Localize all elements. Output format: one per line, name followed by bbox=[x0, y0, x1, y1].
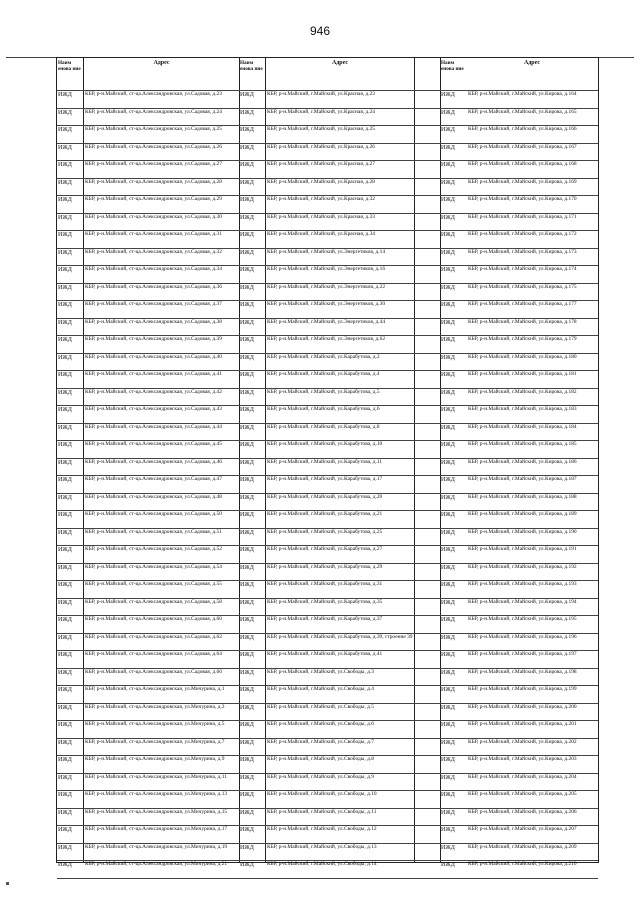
table-cell-address: КБР, р-н.Майский, г.Майский, ул.Красная, д.26 bbox=[267, 143, 375, 150]
table-cell-type: ИЖД bbox=[441, 284, 455, 291]
table-cell-address: КБР, р-н.Майский, г.Майский, ул.Свободы, д.11 bbox=[267, 808, 377, 815]
table-cell-type: ИЖД bbox=[441, 407, 455, 413]
table-cell-address: КБР, р-н.Майский, г.Майский, ул.Красная, д.34 bbox=[267, 231, 375, 237]
table-cell-address: КБР, р-н.Майский, ст-ца.Александровская, ул.Мичурина, д.17 bbox=[85, 826, 228, 832]
table-cell-address: КБР, р-н.Майский, ст-ца.Александровская, ул.Садовая, д.40 bbox=[85, 353, 222, 360]
table-cell-address: КБР, р-н.Майский, г.Майский, ул.Кирова, д.164 bbox=[468, 91, 577, 97]
table-cell-address: КБР, р-н.Майский, г.Майский, ул.Кирова, д.172 bbox=[468, 231, 577, 237]
table-cell-type: ИЖД bbox=[240, 214, 254, 221]
table-cell-address: КБР, р-н.Майский, г.Майский, ул.Свободы, д.9 bbox=[267, 773, 374, 780]
table-cell-type: ИЖД bbox=[58, 722, 72, 728]
table-cell-type: ИЖД bbox=[58, 127, 72, 133]
table-cell-address: КБР, р-н.Майский, г.Майский, ул.Свободы, д.3 bbox=[267, 668, 374, 675]
header-type-col-2: Наим енова ние bbox=[240, 60, 263, 72]
table-cell-address: КБР, р-н.Майский, г.Майский, ул.Карабутова, д.29 bbox=[267, 563, 383, 570]
table-cell-address: КБР, р-н.Майский, г.Майский, ул.Карабутова, д.39, строение 39 bbox=[267, 633, 413, 640]
table-cell-address: КБР, р-н.Майский, г.Майский, ул.Карабутова, д.41 bbox=[267, 651, 383, 657]
column-divider bbox=[265, 58, 266, 862]
table-cell-address: КБР, р-н.Майский, г.Майский, ул.Карабутова, д.31 bbox=[267, 581, 383, 587]
table-cell-type: ИЖД bbox=[441, 127, 455, 133]
table-cell-type: ИЖД bbox=[441, 144, 455, 151]
table-cell-type: ИЖД bbox=[441, 827, 455, 833]
table-cell-address: КБР, р-н.Майский, ст-ца.Александровская, ул.Садовая, д.45 bbox=[85, 441, 222, 447]
table-cell-type: ИЖД bbox=[58, 442, 72, 448]
table-cell-address: КБР, р-н.Майский, г.Майский, ул.Кирова, д.170 bbox=[468, 196, 577, 202]
table-cell-address: КБР, р-н.Майский, ст-ца.Александровская, ул.Садовая, д.30 bbox=[85, 213, 222, 220]
table-cell-address: КБР, р-н.Майский, ст-ца.Александровская, ул.Садовая, д.50 bbox=[85, 511, 222, 517]
column-divider bbox=[414, 58, 415, 862]
table-cell-address: КБР, р-н.Майский, г.Майский, ул.Кирова, д.186 bbox=[468, 458, 577, 465]
address-table bbox=[56, 57, 599, 868]
table-cell-type: ИЖД bbox=[441, 722, 455, 728]
table-cell-address: КБР, р-н.Майский, ст-ца.Александровская, ул.Садовая, д.28 bbox=[85, 178, 222, 185]
table-cell-type: ИЖД bbox=[58, 827, 72, 833]
table-cell-type: ИЖД bbox=[58, 494, 72, 501]
table-cell-type: ИЖД bbox=[58, 547, 72, 553]
table-cell-address: КБР, р-н.Майский, ст-ца.Александровская, ул.Мичурина, д.1 bbox=[85, 686, 225, 692]
table-cell-type: ИЖД bbox=[240, 774, 254, 781]
table-cell-address: КБР, р-н.Майский, г.Майский, ул.Энергетиков, д.22 bbox=[267, 283, 386, 290]
table-cell-type: ИЖД bbox=[240, 232, 254, 238]
table-cell-type: ИЖД bbox=[240, 547, 254, 553]
table-cell-type: ИЖД bbox=[58, 267, 72, 273]
table-cell-address: КБР, р-н.Майский, ст-ца.Александровская, ул.Мичурина, д.15 bbox=[85, 808, 228, 815]
table-cell-type: ИЖД bbox=[58, 284, 72, 291]
table-cell-type: ИЖД bbox=[58, 337, 72, 343]
table-cell-address: КБР, р-н.Майский, ст-ца.Александровская, ул.Мичурина, д.9 bbox=[85, 756, 225, 762]
table-cell-type: ИЖД bbox=[58, 669, 72, 676]
table-cell-address: КБР, р-н.Майский, ст-ца.Александровская, ул.Садовая, д.47 bbox=[85, 476, 222, 482]
table-cell-address: КБР, р-н.Майский, г.Майский, ул.Кирова, д.209 bbox=[468, 843, 577, 850]
table-cell-type: ИЖД bbox=[58, 704, 72, 711]
table-cell-address: КБР, р-н.Майский, г.Майский, ул.Свободы, д.10 bbox=[267, 791, 377, 797]
table-cell-address: КБР, р-н.Майский, ст-ца.Александровская, ул.Садовая, д.54 bbox=[85, 563, 222, 570]
table-cell-type: ИЖД bbox=[441, 372, 455, 378]
table-cell-type: ИЖД bbox=[240, 652, 254, 658]
table-cell-address: КБР, р-н.Майский, ст-ца.Александровская, ул.Садовая, д.55 bbox=[85, 581, 222, 587]
header-address-col-2: Адрес bbox=[331, 60, 349, 66]
table-cell-address: КБР, р-н.Майский, г.Майский, ул.Кирова, д.193 bbox=[468, 581, 577, 587]
table-cell-address: КБР, р-н.Майский, г.Майский, ул.Кирова, д.183 bbox=[468, 406, 577, 412]
table-cell-address: КБР, р-н.Майский, г.Майский, ул.Красная, д.28 bbox=[267, 178, 375, 185]
table-cell-address: КБР, р-н.Майский, г.Майский, ул.Красная, д.25 bbox=[267, 126, 375, 132]
table-cell-type: ИЖД bbox=[441, 669, 455, 676]
table-cell-address: КБР, р-н.Майский, г.Майский, ул.Кирова, д.205 bbox=[468, 791, 577, 797]
table-cell-type: ИЖД bbox=[441, 337, 455, 343]
table-cell-type: ИЖД bbox=[240, 599, 254, 606]
table-cell-address: КБР, р-н.Майский, г.Майский, ул.Кирова, д.174 bbox=[468, 266, 577, 272]
table-cell-type: ИЖД bbox=[240, 442, 254, 448]
table-cell-address: КБР, р-н.Майский, г.Майский, ул.Кирова, д.207 bbox=[468, 826, 577, 832]
table-cell-type: ИЖД bbox=[441, 232, 455, 238]
table-cell-address: КБР, р-н.Майский, г.Майский, ул.Кирова, д.188 bbox=[468, 493, 577, 500]
table-cell-address: КБР, р-н.Майский, г.Майский, ул.Красная, д.23 bbox=[267, 91, 375, 97]
table-cell-type: ИЖД bbox=[240, 792, 254, 798]
table-cell-address: КБР, р-н.Майский, ст-ца.Александровская, ул.Мичурина, д.13 bbox=[85, 791, 228, 797]
table-cell-type: ИЖД bbox=[240, 477, 254, 483]
table-cell-address: КБР, р-н.Майский, г.Майский, ул.Красная, д.32 bbox=[267, 196, 375, 202]
table-cell-address: КБР, р-н.Майский, ст-ца.Александровская, ул.Садовая, д.31 bbox=[85, 231, 222, 237]
table-cell-address: КБР, р-н.Майский, г.Майский, ул.Кирова, д.190 bbox=[468, 528, 577, 535]
table-cell-address: КБР, р-н.Майский, г.Майский, ул.Кирова, д.182 bbox=[468, 388, 577, 395]
table-cell-address: КБР, р-н.Майский, г.Майский, ул.Кирова, д.169 bbox=[468, 178, 577, 185]
table-cell-type: ИЖД bbox=[58, 757, 72, 763]
table-cell-type: ИЖД bbox=[240, 634, 254, 641]
table-cell-type: ИЖД bbox=[58, 319, 72, 326]
table-cell-type: ИЖД bbox=[441, 477, 455, 483]
table-cell-address: КБР, р-н.Майский, г.Майский, ул.Энергетиков, д.30 bbox=[267, 301, 386, 307]
table-cell-address: КБР, р-н.Майский, г.Майский, ул.Свободы, д.13 bbox=[267, 843, 377, 850]
table-cell-address: КБР, р-н.Майский, г.Майский, ул.Кирова, д.202 bbox=[468, 738, 577, 745]
table-cell-type: ИЖД bbox=[441, 109, 455, 116]
table-cell-address: КБР, р-н.Майский, г.Майский, ул.Карабутова, д.2 bbox=[267, 353, 380, 360]
table-cell-type: ИЖД bbox=[240, 407, 254, 413]
table-cell-type: ИЖД bbox=[240, 144, 254, 151]
table-cell-type: ИЖД bbox=[58, 564, 72, 571]
table-cell-address: КБР, р-н.Майский, г.Майский, ул.Карабутова, д.20 bbox=[267, 493, 383, 500]
table-cell-address: КБР, р-н.Майский, ст-ца.Александровская, ул.Мичурина, д.19 bbox=[85, 843, 228, 850]
table-cell-type: ИЖД bbox=[240, 354, 254, 361]
table-cell-address: КБР, р-н.Майский, ст-ца.Александровская, ул.Садовая, д.52 bbox=[85, 546, 222, 552]
table-cell-type: ИЖД bbox=[58, 739, 72, 746]
table-cell-type: ИЖД bbox=[240, 809, 254, 816]
table-cell-type: ИЖД bbox=[441, 512, 455, 518]
table-cell-address: КБР, р-н.Майский, ст-ца.Александровская, ул.Садовая, д.58 bbox=[85, 598, 222, 605]
table-cell-type: ИЖД bbox=[58, 354, 72, 361]
table-cell-type: ИЖД bbox=[240, 319, 254, 326]
table-cell-type: ИЖД bbox=[240, 284, 254, 291]
table-cell-address: КБР, р-н.Майский, ст-ца.Александровская, ул.Садовая, д.25 bbox=[85, 126, 222, 132]
table-cell-type: ИЖД bbox=[441, 599, 455, 606]
table-cell-address: КБР, р-н.Майский, г.Майский, ул.Карабутова, д.27 bbox=[267, 546, 383, 552]
table-cell-type: ИЖД bbox=[58, 774, 72, 781]
table-cell-address: КБР, р-н.Майский, г.Майский, ул.Кирова, д.195 bbox=[468, 616, 577, 622]
table-cell-type: ИЖД bbox=[240, 529, 254, 536]
table-cell-address: КБР, р-н.Майский, ст-ца.Александровская, ул.Садовая, д.62 bbox=[85, 633, 222, 640]
table-cell-type: ИЖД bbox=[240, 704, 254, 711]
table-cell-type: ИЖД bbox=[240, 739, 254, 746]
table-cell-address: КБР, р-н.Майский, г.Майский, ул.Карабутова, д.5 bbox=[267, 388, 380, 395]
table-cell-address: КБР, р-н.Майский, г.Майский, ул.Карабутова, д.4 bbox=[267, 371, 380, 377]
table-cell-type: ИЖД bbox=[441, 792, 455, 798]
table-cell-type: ИЖД bbox=[58, 162, 72, 168]
table-cell-type: ИЖД bbox=[441, 862, 455, 868]
table-cell-address: КБР, р-н.Майский, ст-ца.Александровская, ул.Садовая, д.51 bbox=[85, 528, 222, 535]
table-cell-type: ИЖД bbox=[240, 372, 254, 378]
table-cell-type: ИЖД bbox=[240, 459, 254, 466]
table-cell-address: КБР, р-н.Майский, ст-ца.Александровская, ул.Садовая, д.46 bbox=[85, 458, 222, 465]
table-cell-type: ИЖД bbox=[58, 249, 72, 256]
table-cell-address: КБР, р-н.Майский, г.Майский, ул.Кирова, д.191 bbox=[468, 546, 577, 552]
table-cell-address: КБР, р-н.Майский, г.Майский, ул.Кирова, д.167 bbox=[468, 143, 577, 150]
table-cell-address: КБР, р-н.Майский, г.Майский, ул.Энергетиков, д.14 bbox=[267, 248, 386, 255]
table-cell-type: ИЖД bbox=[441, 162, 455, 168]
table-cell-type: ИЖД bbox=[58, 652, 72, 658]
table-cell-address: КБР, р-н.Майский, г.Майский, ул.Кирова, д.194 bbox=[468, 598, 577, 605]
table-cell-address: КБР, р-н.Майский, г.Майский, ул.Красная, д.24 bbox=[267, 108, 375, 115]
table-cell-address: КБР, р-н.Майский, ст-ца.Александровская, ул.Садовая, д.38 bbox=[85, 318, 222, 325]
table-cell-address: КБР, р-н.Майский, г.Майский, ул.Кирова, д.168 bbox=[468, 161, 577, 167]
table-cell-type: ИЖД bbox=[240, 337, 254, 343]
table-cell-type: ИЖД bbox=[58, 92, 72, 98]
table-cell-type: ИЖД bbox=[240, 424, 254, 431]
table-cell-type: ИЖД bbox=[58, 214, 72, 221]
table-cell-address: КБР, р-н.Майский, ст-ца.Александровская, ул.Мичурина, д.11 bbox=[85, 773, 227, 780]
table-cell-address: КБР, р-н.Майский, г.Майский, ул.Энергетиков, д.44 bbox=[267, 318, 386, 325]
table-cell-type: ИЖД bbox=[58, 529, 72, 536]
table-cell-address: КБР, р-н.Майский, г.Майский, ул.Кирова, д.177 bbox=[468, 301, 577, 307]
table-cell-address: КБР, р-н.Майский, г.Майский, ул.Кирова, д.204 bbox=[468, 773, 577, 780]
table-cell-address: КБР, р-н.Майский, г.Майский, ул.Кирова, д.203 bbox=[468, 756, 577, 762]
table-cell-address: КБР, р-н.Майский, г.Майский, ул.Кирова, д.180 bbox=[468, 353, 577, 360]
table-cell-address: КБР, р-н.Майский, ст-ца.Александровская, ул.Садовая, д.29 bbox=[85, 196, 222, 202]
table-cell-address: КБР, р-н.Майский, г.Майский, ул.Энергетиков, д.62 bbox=[267, 336, 386, 342]
table-cell-address: КБР, р-н.Майский, г.Майский, ул.Красная, д.33 bbox=[267, 213, 375, 220]
table-cell-type: ИЖД bbox=[441, 179, 455, 186]
table-cell-type: ИЖД bbox=[240, 92, 254, 98]
table-cell-type: ИЖД bbox=[441, 389, 455, 396]
table-cell-address: КБР, р-н.Майский, ст-ца.Александровская, ул.Садовая, д.27 bbox=[85, 161, 222, 167]
table-cell-address: КБР, р-н.Майский, ст-ца.Александровская, ул.Садовая, д.23 bbox=[85, 91, 222, 97]
table-cell-address: КБР, р-н.Майский, ст-ца.Александровская, ул.Садовая, д.34 bbox=[85, 266, 222, 272]
table-cell-address: КБР, р-н.Майский, г.Майский, ул.Энергетиков, д.16 bbox=[267, 266, 386, 272]
table-cell-type: ИЖД bbox=[58, 862, 72, 868]
table-cell-type: ИЖД bbox=[240, 687, 254, 693]
table-cell-type: ИЖД bbox=[58, 144, 72, 151]
table-cell-address: КБР, р-н.Майский, г.Майский, ул.Красная, д.27 bbox=[267, 161, 375, 167]
table-cell-address: КБР, р-н.Майский, г.Майский, ул.Кирова, д.171 bbox=[468, 213, 577, 220]
table-cell-address: КБР, р-н.Майский, ст-ца.Александровская, ул.Садовая, д.66 bbox=[85, 668, 222, 675]
table-cell-type: ИЖД bbox=[58, 459, 72, 466]
table-cell-type: ИЖД bbox=[441, 529, 455, 536]
table-cell-type: ИЖД bbox=[240, 389, 254, 396]
table-cell-address: КБР, р-н.Майский, г.Майский, ул.Кирова, д.178 bbox=[468, 318, 577, 325]
header-address-col-3: Адрес bbox=[523, 60, 541, 66]
header-address-col-1: Адрес bbox=[153, 60, 170, 66]
table-cell-type: ИЖД bbox=[240, 722, 254, 728]
table-cell-type: ИЖД bbox=[240, 582, 254, 588]
table-cell-type: ИЖД bbox=[58, 582, 72, 588]
table-cell-type: ИЖД bbox=[58, 372, 72, 378]
table-cell-address: КБР, р-н.Майский, г.Майский, ул.Свободы, д.6 bbox=[267, 721, 374, 727]
table-cell-type: ИЖД bbox=[441, 687, 455, 693]
table-cell-type: ИЖД bbox=[240, 267, 254, 273]
table-cell-address: КБР, р-н.Майский, ст-ца.Александровская, ул.Садовая, д.26 bbox=[85, 143, 222, 150]
table-cell-type: ИЖД bbox=[58, 809, 72, 816]
table-cell-type: ИЖД bbox=[58, 197, 72, 203]
table-cell-address: КБР, р-н.Майский, г.Майский, ул.Кирова, д.181 bbox=[468, 371, 577, 377]
table-cell-type: ИЖД bbox=[441, 494, 455, 501]
table-cell-type: ИЖД bbox=[58, 179, 72, 186]
table-cell-type: ИЖД bbox=[240, 494, 254, 501]
table-cell-address: КБР, р-н.Майский, г.Майский, ул.Карабутова, д.10 bbox=[267, 441, 383, 447]
table-cell-type: ИЖД bbox=[240, 844, 254, 851]
table-cell-address: КБР, р-н.Майский, г.Майский, ул.Кирова, д.196 bbox=[468, 633, 577, 640]
table-cell-address: КБР, р-н.Майский, ст-ца.Александровская, ул.Садовая, д.44 bbox=[85, 423, 222, 430]
table-cell-address: КБР, р-н.Майский, ст-ца.Александровская, ул.Садовая, д.41 bbox=[85, 371, 222, 377]
table-cell-type: ИЖД bbox=[441, 547, 455, 553]
table-cell-type: ИЖД bbox=[441, 319, 455, 326]
header-type-col-3: Наим енова ние bbox=[441, 60, 464, 72]
table-cell-type: ИЖД bbox=[441, 809, 455, 816]
table-cell-address: КБР, р-н.Майский, г.Майский, ул.Карабутова, д.35 bbox=[267, 598, 383, 605]
table-cell-address: КБР, р-н.Майский, г.Майский, ул.Кирова, д.166 bbox=[468, 126, 577, 132]
table-cell-type: ИЖД bbox=[441, 564, 455, 571]
table-cell-type: ИЖД bbox=[240, 757, 254, 763]
table-cell-address: КБР, р-н.Майский, ст-ца.Александровская, ул.Садовая, д.39 bbox=[85, 336, 222, 342]
row-line bbox=[57, 878, 598, 879]
table-cell-type: ИЖД bbox=[441, 442, 455, 448]
table-cell-type: ИЖД bbox=[441, 302, 455, 308]
table-cell-address: КБР, р-н.Майский, г.Майский, ул.Кирова, д.185 bbox=[468, 441, 577, 447]
table-cell-type: ИЖД bbox=[58, 599, 72, 606]
table-cell-address: КБР, р-н.Майский, ст-ца.Александровская, ул.Садовая, д.64 bbox=[85, 651, 222, 657]
table-cell-type: ИЖД bbox=[240, 827, 254, 833]
table-cell-address: КБР, р-н.Майский, г.Майский, ул.Кирова, д.198 bbox=[468, 668, 577, 675]
table-cell-type: ИЖД bbox=[441, 214, 455, 221]
header-type-col-1: Наим енова ние bbox=[58, 60, 81, 72]
table-cell-type: ИЖД bbox=[58, 512, 72, 518]
table-cell-address: КБР, р-н.Майский, ст-ца.Александровская, ул.Садовая, д.36 bbox=[85, 283, 222, 290]
table-cell-address: КБР, р-н.Майский, ст-ца.Александровская, ул.Садовая, д.37 bbox=[85, 301, 222, 307]
table-cell-type: ИЖД bbox=[441, 757, 455, 763]
table-cell-type: ИЖД bbox=[58, 232, 72, 238]
table-cell-address: КБР, р-н.Майский, г.Майский, ул.Карабутова, д.37 bbox=[267, 616, 383, 622]
table-cell-type: ИЖД bbox=[441, 582, 455, 588]
table-cell-type: ИЖД bbox=[58, 109, 72, 116]
table-cell-type: ИЖД bbox=[240, 862, 254, 868]
table-cell-address: КБР, р-н.Майский, ст-ца.Александровская, ул.Садовая, д.48 bbox=[85, 493, 222, 500]
table-cell-type: ИЖД bbox=[441, 774, 455, 781]
margin-mark bbox=[6, 882, 9, 885]
table-cell-type: ИЖД bbox=[441, 424, 455, 431]
table-cell-address: КБР, р-н.Майский, ст-ца.Александровская, ул.Садовая, д.24 bbox=[85, 108, 222, 115]
table-cell-type: ИЖД bbox=[441, 249, 455, 256]
table-cell-type: ИЖД bbox=[58, 687, 72, 693]
table-cell-type: ИЖД bbox=[240, 302, 254, 308]
table-cell-address: КБР, р-н.Майский, г.Майский, ул.Кирова, д.201 bbox=[468, 721, 577, 727]
table-cell-type: ИЖД bbox=[58, 634, 72, 641]
table-cell-type: ИЖД bbox=[441, 652, 455, 658]
table-cell-address: КБР, р-н.Майский, г.Майский, ул.Кирова, д.197 bbox=[468, 651, 577, 657]
table-cell-address: КБР, р-н.Майский, г.Майский, ул.Карабутова, д.25 bbox=[267, 528, 383, 535]
table-cell-address: КБР, р-н.Майский, г.Майский, ул.Свободы, д.8 bbox=[267, 756, 374, 762]
table-cell-type: ИЖД bbox=[58, 302, 72, 308]
table-cell-type: ИЖД bbox=[240, 249, 254, 256]
table-cell-type: ИЖД bbox=[240, 197, 254, 203]
table-cell-address: КБР, р-н.Майский, г.Майский, ул.Кирова, д.192 bbox=[468, 563, 577, 570]
table-cell-address: КБР, р-н.Майский, г.Майский, ул.Кирова, д.179 bbox=[468, 336, 577, 342]
table-cell-address: КБР, р-н.Майский, г.Майский, ул.Кирова, д.200 bbox=[468, 703, 577, 710]
table-cell-type: ИЖД bbox=[441, 704, 455, 711]
table-cell-address: КБР, р-н.Майский, г.Майский, ул.Кирова, д.187 bbox=[468, 476, 577, 482]
table-cell-address: КБР, р-н.Майский, ст-ца.Александровская, ул.Садовая, д.60 bbox=[85, 616, 222, 622]
table-cell-type: ИЖД bbox=[58, 424, 72, 431]
table-cell-type: ИЖД bbox=[240, 127, 254, 133]
table-cell-type: ИЖД bbox=[441, 617, 455, 623]
table-cell-address: КБР, р-н.Майский, г.Майский, ул.Карабутова, д.17 bbox=[267, 476, 383, 482]
table-cell-address: КБР, р-н.Майский, г.Майский, ул.Свободы, д.7 bbox=[267, 738, 374, 745]
table-cell-address: КБР, р-н.Майский, г.Майский, ул.Карабутова, д.21 bbox=[267, 511, 383, 517]
table-cell-type: ИЖД bbox=[240, 617, 254, 623]
table-cell-address: КБР, р-н.Майский, ст-ца.Александровская, ул.Садовая, д.32 bbox=[85, 248, 222, 255]
page-number: 946 bbox=[309, 24, 331, 38]
table-cell-address: КБР, р-н.Майский, г.Майский, ул.Кирова, д.189 bbox=[468, 511, 577, 517]
table-cell-address: КБР, р-н.Майский, г.Майский, ул.Свободы, д.14 bbox=[267, 861, 377, 867]
table-cell-type: ИЖД bbox=[441, 197, 455, 203]
table-cell-address: КБР, р-н.Майский, г.Майский, ул.Свободы, д.12 bbox=[267, 826, 377, 832]
table-cell-type: ИЖД bbox=[240, 564, 254, 571]
table-cell-address: КБР, р-н.Майский, ст-ца.Александровская, ул.Мичурина, д.21 bbox=[85, 861, 228, 867]
table-cell-address: КБР, р-н.Майский, г.Майский, ул.Кирова, д.175 bbox=[468, 283, 577, 290]
column-divider bbox=[83, 58, 84, 862]
table-cell-type: ИЖД bbox=[58, 389, 72, 396]
table-cell-address: КБР, р-н.Майский, ст-ца.Александровская, ул.Мичурина, д.3 bbox=[85, 703, 225, 710]
table-cell-type: ИЖД bbox=[58, 792, 72, 798]
table-cell-address: КБР, р-н.Майский, г.Майский, ул.Карабутова, д.11 bbox=[267, 458, 383, 465]
table-cell-address: КБР, р-н.Майский, г.Майский, ул.Кирова, д.199 bbox=[468, 686, 577, 692]
table-cell-type: ИЖД bbox=[58, 407, 72, 413]
table-cell-type: ИЖД bbox=[240, 512, 254, 518]
table-cell-type: ИЖД bbox=[441, 354, 455, 361]
table-cell-type: ИЖД bbox=[58, 477, 72, 483]
table-cell-address: КБР, р-н.Майский, г.Майский, ул.Карабутова, д.8 bbox=[267, 423, 380, 430]
table-cell-type: ИЖД bbox=[441, 634, 455, 641]
table-cell-address: КБР, р-н.Майский, г.Майский, ул.Кирова, д.210 bbox=[468, 861, 577, 867]
table-cell-type: ИЖД bbox=[58, 617, 72, 623]
table-cell-type: ИЖД bbox=[58, 844, 72, 851]
table-cell-address: КБР, р-н.Майский, ст-ца.Александровская, ул.Садовая, д.43 bbox=[85, 406, 222, 412]
table-cell-type: ИЖД bbox=[240, 179, 254, 186]
table-cell-type: ИЖД bbox=[441, 267, 455, 273]
table-cell-address: КБР, р-н.Майский, г.Майский, ул.Карабутова, д.6 bbox=[267, 406, 380, 412]
table-cell-address: КБР, р-н.Майский, г.Майский, ул.Свободы, д.4 bbox=[267, 686, 374, 692]
table-cell-address: КБР, р-н.Майский, ст-ца.Александровская, ул.Садовая, д.42 bbox=[85, 388, 222, 395]
table-cell-type: ИЖД bbox=[240, 669, 254, 676]
table-cell-address: КБР, р-н.Майский, г.Майский, ул.Кирова, д.206 bbox=[468, 808, 577, 815]
table-cell-address: КБР, р-н.Майский, ст-ца.Александровская, ул.Мичурина, д.7 bbox=[85, 738, 225, 745]
table-cell-type: ИЖД bbox=[240, 162, 254, 168]
table-cell-address: КБР, р-н.Майский, г.Майский, ул.Кирова, д.184 bbox=[468, 423, 577, 430]
table-cell-address: КБР, р-н.Майский, ст-ца.Александровская, ул.Мичурина, д.5 bbox=[85, 721, 225, 727]
table-cell-address: КБР, р-н.Майский, г.Майский, ул.Кирова, д.173 bbox=[468, 248, 577, 255]
table-cell-type: ИЖД bbox=[240, 109, 254, 116]
table-cell-type: ИЖД bbox=[441, 739, 455, 746]
table-cell-type: ИЖД bbox=[441, 459, 455, 466]
table-cell-address: КБР, р-н.Майский, г.Майский, ул.Свободы, д.5 bbox=[267, 703, 374, 710]
table-cell-type: ИЖД bbox=[441, 844, 455, 851]
table-cell-address: КБР, р-н.Майский, г.Майский, ул.Кирова, д.165 bbox=[468, 108, 577, 115]
table-cell-type: ИЖД bbox=[441, 92, 455, 98]
